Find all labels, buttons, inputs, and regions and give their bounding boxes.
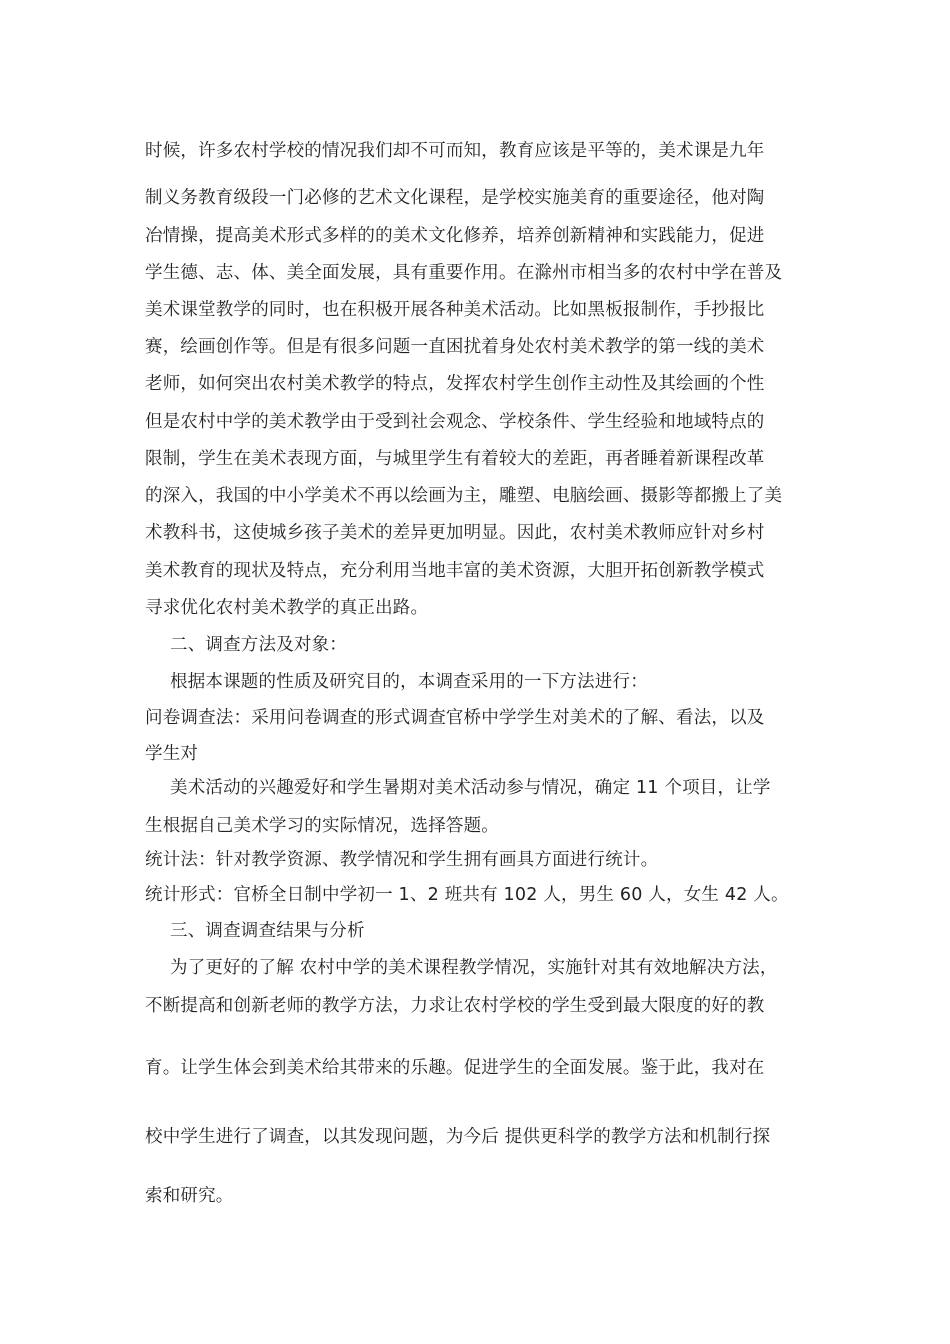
paragraph-line: 美术教育的现状及特点，充分利用当地丰富的美术资源，大胆开拓创新教学模式 [145, 561, 765, 581]
paragraph-line: 索和研究。 [145, 1186, 234, 1206]
paragraph-line: 寻求优化农村美术教学的真正出路。 [145, 598, 429, 618]
paragraph-line: 生根据自己美术学习的实际情况，选择答题。 [145, 816, 499, 836]
paragraph-line: 的深入，我国的中小学美术不再以绘画为主，雕塑、电脑绘画、摄影等都搬上了美 [145, 486, 783, 506]
paragraph-line: 美术活动的兴趣爱好和学生暑期对美术活动参与情况，确定 11 个项目，让学 [170, 778, 771, 798]
paragraph-line: 限制，学生在美术表现方面，与城里学生有着较大的差距，再者睡着新课程改革 [145, 449, 765, 469]
paragraph-line: 但是农村中学的美术教学由于受到社会观念、学校条件、学生经验和地域特点的 [145, 412, 765, 432]
paragraph-line: 校中学生进行了调查，以其发现问题，为今后 提供更科学的教学方法和机制行探 [145, 1127, 771, 1147]
paragraph-line: 育。让学生体会到美术给其带来的乐趣。促进学生的全面发展。鉴于此，我对在 [145, 1058, 765, 1078]
paragraph-line: 赛，绘画创作等。但是有很多问题一直困扰着身处农村美术教学的第一线的美术 [145, 337, 765, 357]
paragraph-line: 不断提高和创新老师的教学方法，力求让农村学校的学生受到最大限度的好的教 [145, 996, 765, 1016]
paragraph-line: 统计法：针对教学资源、教学情况和学生拥有画具方面进行统计。 [145, 850, 659, 870]
paragraph-line: 时候，许多农村学校的情况我们却不可而知，教育应该是平等的，美术课是九年 [145, 141, 765, 161]
paragraph-line: 问卷调查法：采用问卷调查的形式调查官桥中学学生对美术的了解、看法，以及 [145, 708, 765, 728]
section-heading: 三、调查调查结果与分析 [170, 921, 365, 941]
paragraph-line: 美术课堂教学的同时，也在积极开展各种美术活动。比如黑板报制作，手抄报比 [145, 300, 765, 320]
paragraph-line: 老师，如何突出农村美术教学的特点，发挥农村学生创作主动性及其绘画的个性 [145, 374, 765, 394]
paragraph-line: 根据本课题的性质及研究目的，本调查采用的一下方法进行： [170, 672, 648, 692]
section-heading: 二、调查方法及对象： [170, 635, 347, 655]
paragraph-line: 冶情操，提高美术形式多样的的美术文化修养，培养创新精神和实践能力，促进 [145, 226, 765, 246]
paragraph-line: 学生对 [145, 744, 199, 764]
paragraph-line: 统计形式：官桥全日制中学初一 1、2 班共有 102 人，男生 60 人，女生 42 人。 [145, 885, 789, 905]
paragraph-line: 术教科书，这使城乡孩子美术的差异更加明显。因此，农村美术教师应针对乡村 [145, 523, 765, 543]
paragraph-line: 为了更好的了解 农村中学的美术课程教学情况，实施针对其有效地解决方法， [170, 958, 778, 978]
paragraph-line: 学生德、志、体、美全面发展，具有重要作用。在滁州市相当多的农村中学在普及 [145, 263, 783, 283]
paragraph-line: 制义务教育级段一门必修的艺术文化课程，是学校实施美育的重要途径，他对陶 [145, 188, 765, 208]
